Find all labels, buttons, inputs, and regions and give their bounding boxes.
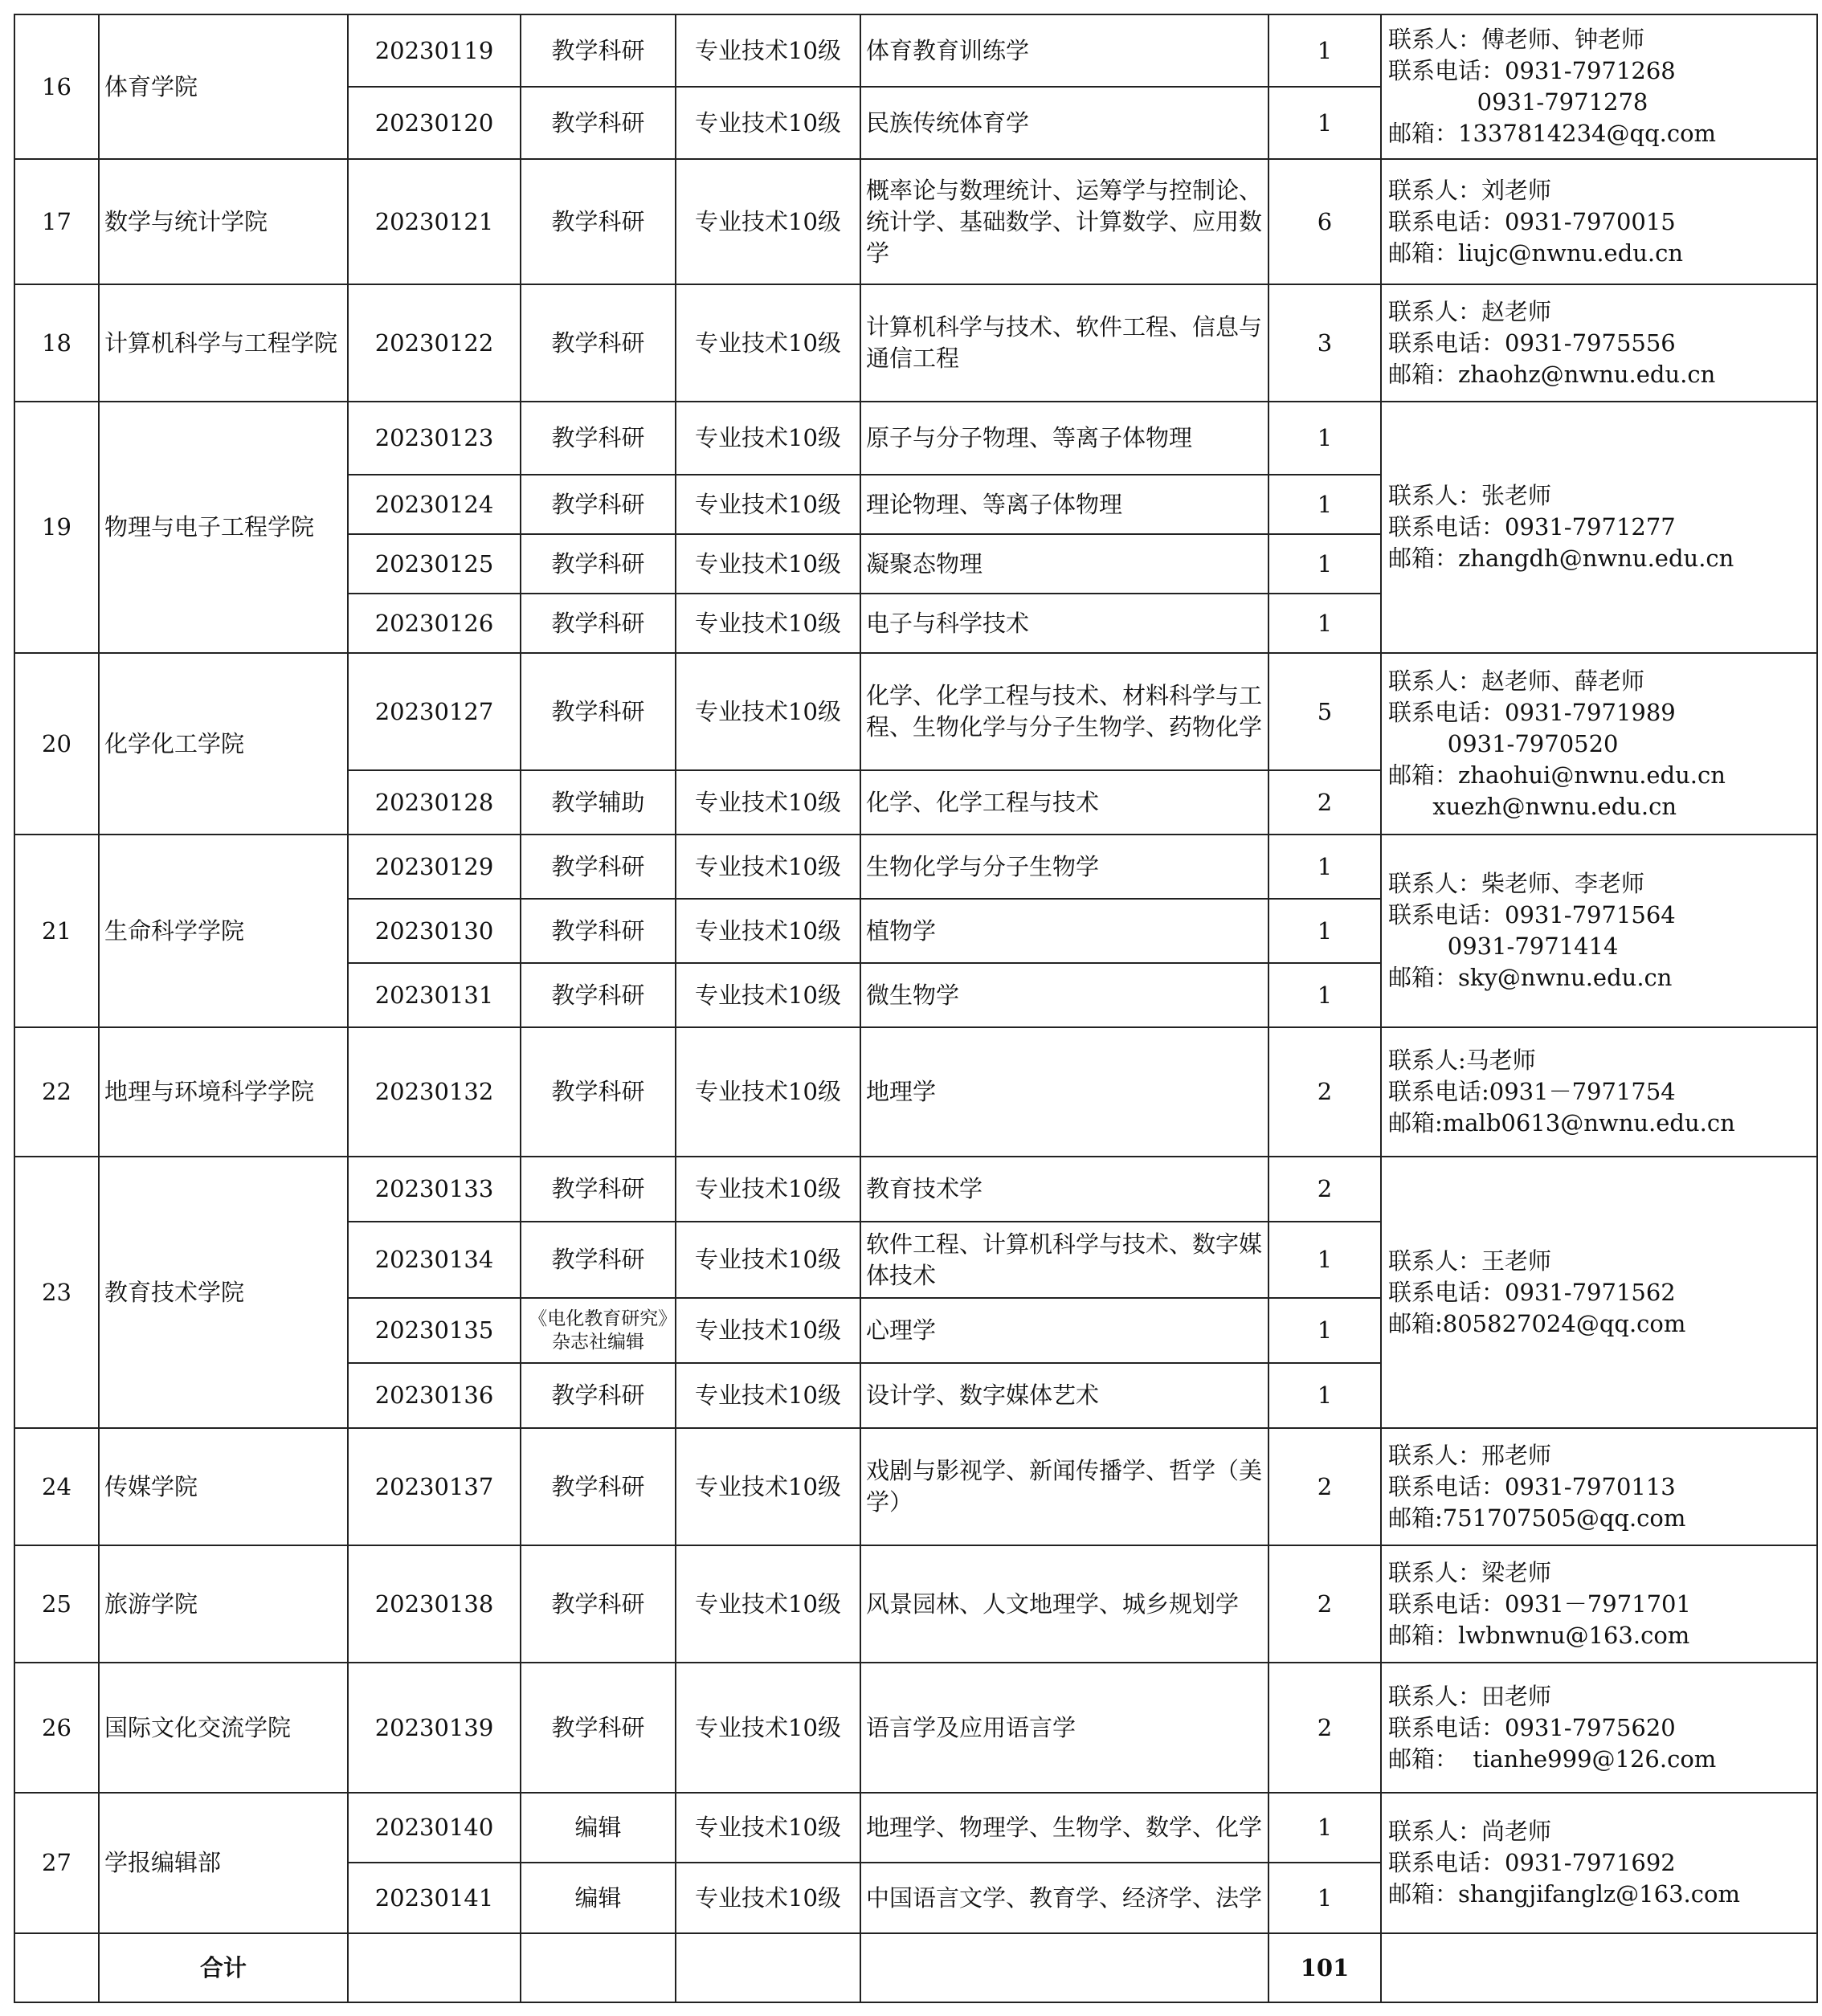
major-requirement: 生物化学与分子生物学 <box>860 835 1268 899</box>
row-number: 19 <box>14 402 99 653</box>
unit-name: 生命科学学院 <box>99 835 348 1027</box>
hire-count: 5 <box>1268 653 1381 770</box>
hire-count: 1 <box>1268 1363 1381 1428</box>
position-code: 20230126 <box>348 594 521 653</box>
unit-name: 数学与统计学院 <box>99 159 348 284</box>
unit-name: 计算机科学与工程学院 <box>99 284 348 402</box>
position-code: 20230120 <box>348 87 521 159</box>
hire-count: 6 <box>1268 159 1381 284</box>
hire-count: 1 <box>1268 534 1381 594</box>
major-requirement: 概率论与数理统计、运筹学与控制论、统计学、基础数学、计算数学、应用数学 <box>860 159 1268 284</box>
total-count: 101 <box>1268 1933 1381 2002</box>
position-level: 专业技术10级 <box>676 284 860 402</box>
position-type: 教学科研 <box>521 1363 676 1428</box>
contact-info: 联系人：赵老师、薛老师 联系电话：0931-7971989 0931-7970520 邮箱：zhaohui@nwnu.edu.cn xuezh@nwnu.edu.cn <box>1381 653 1817 835</box>
contact-info: 联系人：邢老师 联系电话：0931-7970113 邮箱:751707505@qq.com <box>1381 1428 1817 1545</box>
hire-count: 1 <box>1268 1863 1381 1933</box>
hire-count: 1 <box>1268 402 1381 475</box>
contact-info: 联系人：尚老师 联系电话：0931-7971692 邮箱：shangjifanglz@163.com <box>1381 1793 1817 1933</box>
position-type: 教学科研 <box>521 534 676 594</box>
position-level: 专业技术10级 <box>676 1663 860 1793</box>
table-row <box>14 1663 1817 1793</box>
position-code: 20230132 <box>348 1027 521 1157</box>
hire-count: 1 <box>1268 1222 1381 1298</box>
hire-count: 2 <box>1268 1027 1381 1157</box>
major-requirement: 电子与科学技术 <box>860 594 1268 653</box>
position-level: 专业技术10级 <box>676 475 860 534</box>
row-number: 27 <box>14 1793 99 1933</box>
unit-name: 地理与环境科学学院 <box>99 1027 348 1157</box>
row-number: 24 <box>14 1428 99 1545</box>
position-type: 教学科研 <box>521 159 676 284</box>
table-row <box>14 1027 1817 1157</box>
position-level: 专业技术10级 <box>676 1027 860 1157</box>
table-row <box>14 1428 1817 1545</box>
major-requirement: 植物学 <box>860 899 1268 963</box>
position-code: 20230140 <box>348 1793 521 1863</box>
major-requirement: 地理学 <box>860 1027 1268 1157</box>
major-requirement: 民族传统体育学 <box>860 87 1268 159</box>
position-type: 教学科研 <box>521 1663 676 1793</box>
unit-name: 学报编辑部 <box>99 1793 348 1933</box>
major-requirement: 风景园林、人文地理学、城乡规划学 <box>860 1545 1268 1663</box>
position-type: 教学科研 <box>521 1027 676 1157</box>
contact-info: 联系人:马老师 联系电话:0931－7971754 邮箱:malb0613@nwnu.edu.cn <box>1381 1027 1817 1157</box>
position-code: 20230125 <box>348 534 521 594</box>
row-number: 26 <box>14 1663 99 1793</box>
unit-name: 旅游学院 <box>99 1545 348 1663</box>
row-number: 17 <box>14 159 99 284</box>
position-type: 教学科研 <box>521 594 676 653</box>
hire-count: 1 <box>1268 594 1381 653</box>
position-type: 教学科研 <box>521 1157 676 1222</box>
table-row <box>14 14 1817 87</box>
position-type: 教学科研 <box>521 402 676 475</box>
table-row <box>14 1793 1817 1863</box>
hire-count: 2 <box>1268 1663 1381 1793</box>
hire-count: 2 <box>1268 1545 1381 1663</box>
major-requirement: 教育技术学 <box>860 1157 1268 1222</box>
hire-count: 1 <box>1268 835 1381 899</box>
position-level: 专业技术10级 <box>676 14 860 87</box>
position-level: 专业技术10级 <box>676 835 860 899</box>
total-empty-no <box>14 1933 99 2002</box>
table-row <box>14 835 1817 899</box>
position-code: 20230124 <box>348 475 521 534</box>
position-type: 教学科研 <box>521 963 676 1027</box>
position-code: 20230135 <box>348 1298 521 1363</box>
row-number: 16 <box>14 14 99 159</box>
position-type: 教学科研 <box>521 835 676 899</box>
position-level: 专业技术10级 <box>676 1298 860 1363</box>
position-code: 20230128 <box>348 770 521 835</box>
position-type: 教学科研 <box>521 475 676 534</box>
total-empty-cell <box>860 1933 1268 2002</box>
position-type: 《电化教育研究》杂志社编辑 <box>521 1298 676 1363</box>
position-level: 专业技术10级 <box>676 1545 860 1663</box>
major-requirement: 凝聚态物理 <box>860 534 1268 594</box>
position-code: 20230131 <box>348 963 521 1027</box>
position-level: 专业技术10级 <box>676 1863 860 1933</box>
unit-name: 体育学院 <box>99 14 348 159</box>
position-type: 教学科研 <box>521 1545 676 1663</box>
position-type: 教学科研 <box>521 1428 676 1545</box>
total-label: 合计 <box>99 1933 348 2002</box>
row-number: 21 <box>14 835 99 1027</box>
position-level: 专业技术10级 <box>676 963 860 1027</box>
major-requirement: 体育教育训练学 <box>860 14 1268 87</box>
major-requirement: 软件工程、计算机科学与技术、数字媒体技术 <box>860 1222 1268 1298</box>
position-code: 20230133 <box>348 1157 521 1222</box>
position-level: 专业技术10级 <box>676 1222 860 1298</box>
contact-info: 联系人：张老师 联系电话：0931-7971277 邮箱：zhangdh@nwnu.edu.cn <box>1381 402 1817 653</box>
hire-count: 1 <box>1268 14 1381 87</box>
hire-count: 2 <box>1268 1428 1381 1545</box>
position-level: 专业技术10级 <box>676 402 860 475</box>
position-code: 20230138 <box>348 1545 521 1663</box>
position-level: 专业技术10级 <box>676 159 860 284</box>
unit-name: 物理与电子工程学院 <box>99 402 348 653</box>
contact-info: 联系人：傅老师、钟老师 联系电话：0931-7971268 0931-7971278 邮箱：1337814234@qq.com <box>1381 14 1817 159</box>
hire-count: 1 <box>1268 963 1381 1027</box>
table-row <box>14 653 1817 770</box>
total-empty-cell <box>348 1933 521 2002</box>
position-code: 20230119 <box>348 14 521 87</box>
recruitment-table <box>14 14 1818 2003</box>
table-row <box>14 284 1817 402</box>
position-type: 教学科研 <box>521 14 676 87</box>
position-type: 教学科研 <box>521 653 676 770</box>
position-code: 20230139 <box>348 1663 521 1793</box>
hire-count: 2 <box>1268 770 1381 835</box>
total-empty-cell <box>521 1933 676 2002</box>
contact-info: 联系人：柴老师、李老师 联系电话：0931-7971564 0931-7971414 邮箱：sky@nwnu.edu.cn <box>1381 835 1817 1027</box>
unit-name: 化学化工学院 <box>99 653 348 835</box>
row-number: 20 <box>14 653 99 835</box>
contact-info: 联系人：赵老师 联系电话：0931-7975556 邮箱：zhaohz@nwnu.edu.cn <box>1381 284 1817 402</box>
contact-info: 联系人：刘老师 联系电话：0931-7970015 邮箱：liujc@nwnu.edu.cn <box>1381 159 1817 284</box>
hire-count: 1 <box>1268 87 1381 159</box>
row-number: 22 <box>14 1027 99 1157</box>
position-level: 专业技术10级 <box>676 1363 860 1428</box>
position-level: 专业技术10级 <box>676 87 860 159</box>
table-row <box>14 1157 1817 1222</box>
row-number: 23 <box>14 1157 99 1428</box>
position-code: 20230141 <box>348 1863 521 1933</box>
position-level: 专业技术10级 <box>676 1428 860 1545</box>
hire-count: 3 <box>1268 284 1381 402</box>
major-requirement: 计算机科学与技术、软件工程、信息与通信工程 <box>860 284 1268 402</box>
major-requirement: 微生物学 <box>860 963 1268 1027</box>
position-type: 编辑 <box>521 1863 676 1933</box>
position-code: 20230122 <box>348 284 521 402</box>
major-requirement: 设计学、数字媒体艺术 <box>860 1363 1268 1428</box>
major-requirement: 化学、化学工程与技术、材料科学与工程、生物化学与分子生物学、药物化学 <box>860 653 1268 770</box>
major-requirement: 原子与分子物理、等离子体物理 <box>860 402 1268 475</box>
unit-name: 国际文化交流学院 <box>99 1663 348 1793</box>
contact-info: 联系人：梁老师 联系电话：0931－7971701 邮箱：lwbnwnu@163.com <box>1381 1545 1817 1663</box>
hire-count: 1 <box>1268 1793 1381 1863</box>
contact-info: 联系人：田老师 联系电话：0931-7975620 邮箱： tianhe999@126.com <box>1381 1663 1817 1793</box>
position-code: 20230123 <box>348 402 521 475</box>
position-code: 20230137 <box>348 1428 521 1545</box>
position-level: 专业技术10级 <box>676 594 860 653</box>
table-row <box>14 1545 1817 1663</box>
row-number: 18 <box>14 284 99 402</box>
position-code: 20230121 <box>348 159 521 284</box>
major-requirement: 化学、化学工程与技术 <box>860 770 1268 835</box>
major-requirement: 戏剧与影视学、新闻传播学、哲学（美学） <box>860 1428 1268 1545</box>
position-type: 教学科研 <box>521 284 676 402</box>
position-level: 专业技术10级 <box>676 899 860 963</box>
position-code: 20230130 <box>348 899 521 963</box>
position-type: 教学科研 <box>521 899 676 963</box>
major-requirement: 理论物理、等离子体物理 <box>860 475 1268 534</box>
major-requirement: 心理学 <box>860 1298 1268 1363</box>
unit-name: 传媒学院 <box>99 1428 348 1545</box>
row-number: 25 <box>14 1545 99 1663</box>
position-code: 20230127 <box>348 653 521 770</box>
unit-name: 教育技术学院 <box>99 1157 348 1428</box>
position-level: 专业技术10级 <box>676 770 860 835</box>
position-type: 编辑 <box>521 1793 676 1863</box>
total-empty-contact <box>1381 1933 1817 2002</box>
major-requirement: 语言学及应用语言学 <box>860 1663 1268 1793</box>
table-row <box>14 159 1817 284</box>
hire-count: 2 <box>1268 1157 1381 1222</box>
position-level: 专业技术10级 <box>676 534 860 594</box>
position-code: 20230134 <box>348 1222 521 1298</box>
position-code: 20230136 <box>348 1363 521 1428</box>
table-row <box>14 402 1817 475</box>
major-requirement: 中国语言文学、教育学、经济学、法学 <box>860 1863 1268 1933</box>
contact-info: 联系人：王老师 联系电话：0931-7971562 邮箱:805827024@qq.com <box>1381 1157 1817 1428</box>
position-level: 专业技术10级 <box>676 653 860 770</box>
hire-count: 1 <box>1268 899 1381 963</box>
position-type: 教学科研 <box>521 1222 676 1298</box>
major-requirement: 地理学、物理学、生物学、数学、化学 <box>860 1793 1268 1863</box>
position-code: 20230129 <box>348 835 521 899</box>
position-level: 专业技术10级 <box>676 1157 860 1222</box>
hire-count: 1 <box>1268 475 1381 534</box>
hire-count: 1 <box>1268 1298 1381 1363</box>
table-body <box>14 14 1817 2002</box>
position-type: 教学辅助 <box>521 770 676 835</box>
total-row <box>14 1933 1817 2002</box>
position-level: 专业技术10级 <box>676 1793 860 1863</box>
total-empty-cell <box>676 1933 860 2002</box>
position-type: 教学科研 <box>521 87 676 159</box>
